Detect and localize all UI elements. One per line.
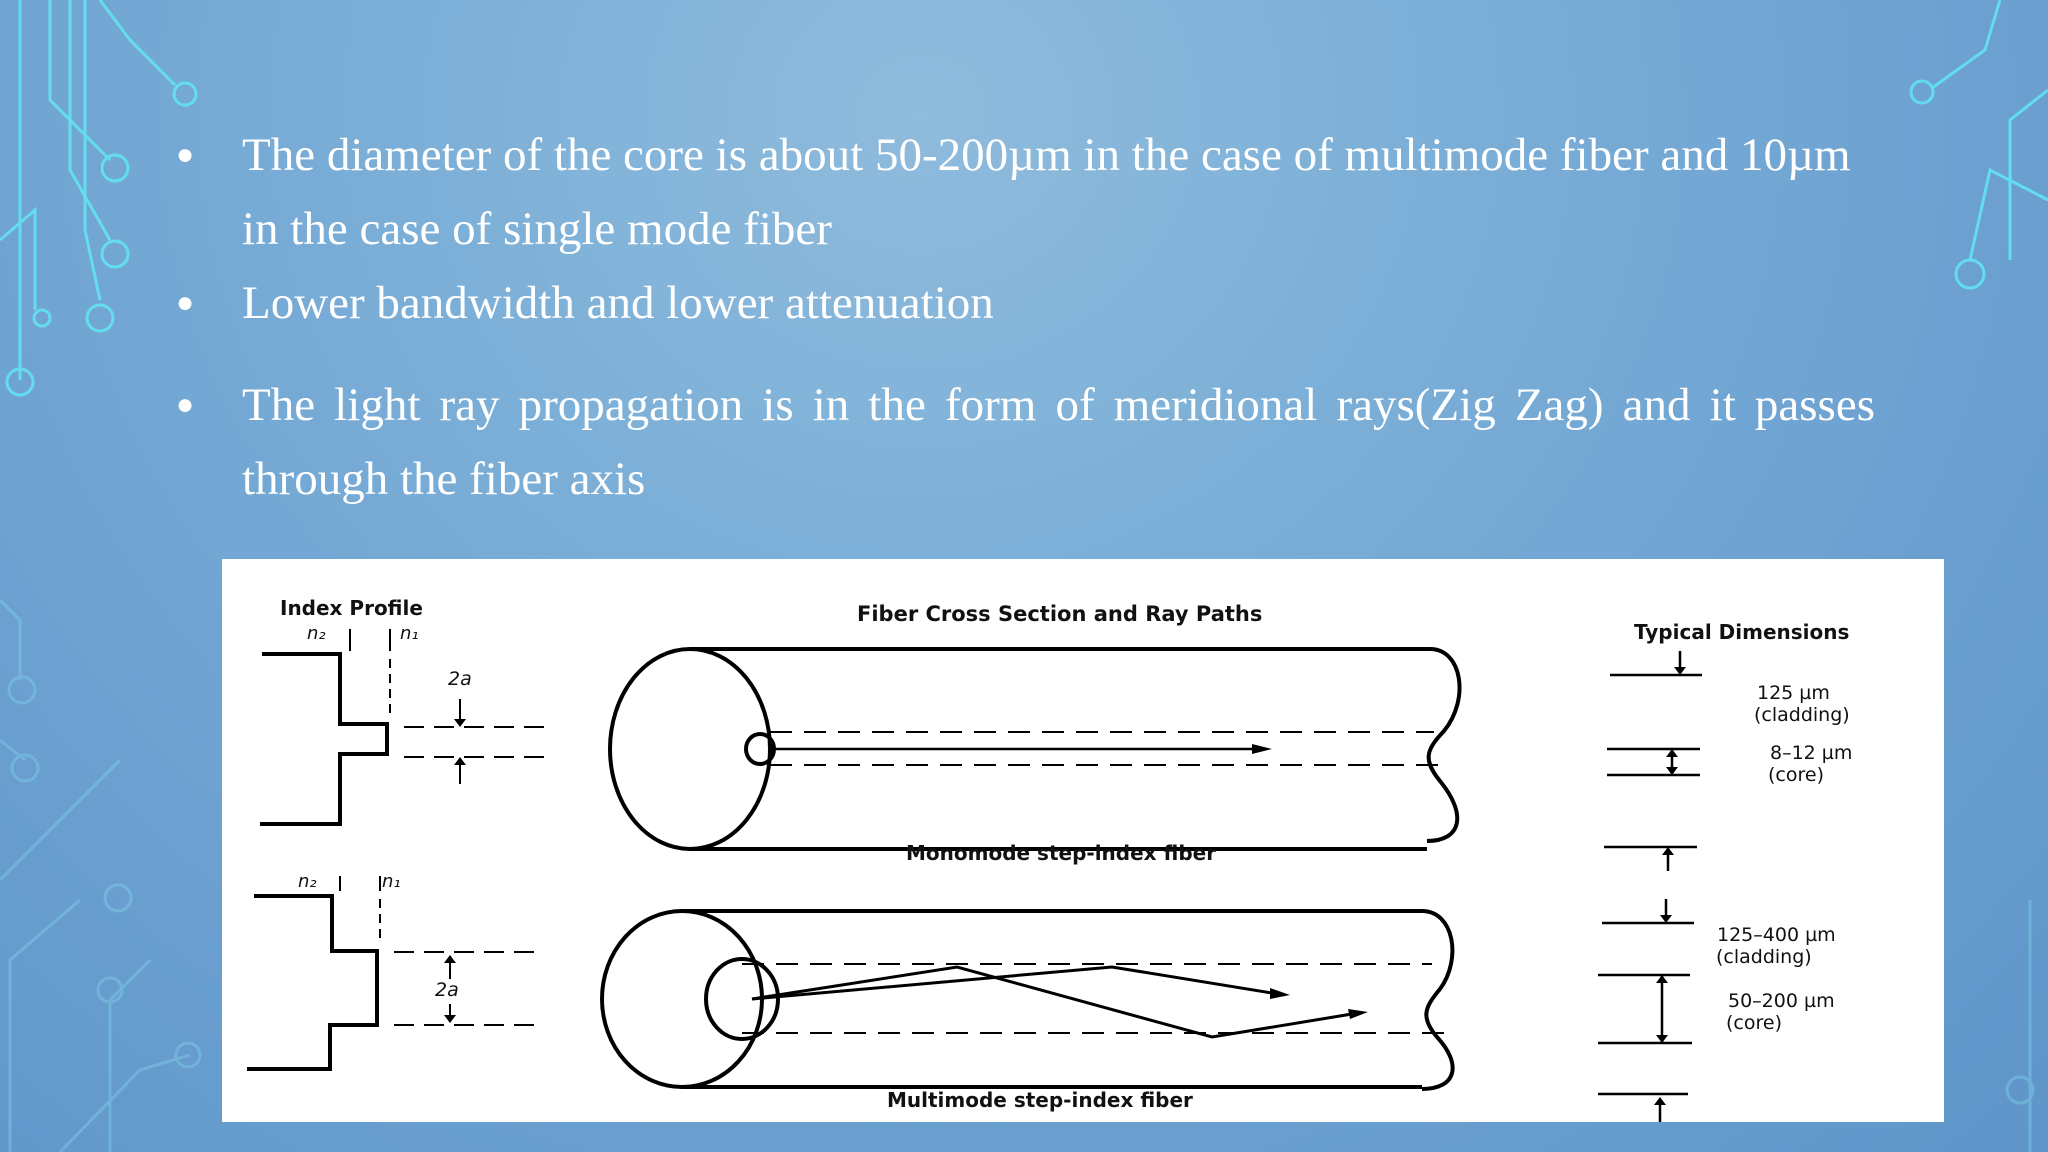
bullet-item — [170, 368, 1875, 516]
bullet-dot: ● — [176, 388, 195, 421]
multi-core-value: 50–200 µm — [1728, 990, 1835, 1012]
mono-index-profile — [260, 654, 387, 824]
n1-label: n₁ — [400, 623, 419, 644]
cross-section-title: Fiber Cross Section and Ray Paths — [857, 602, 1263, 626]
multi-core-label: (core) — [1726, 1012, 1782, 1034]
multi-caption: Multimode step-index fiber — [887, 1088, 1193, 1112]
bullet-text: Lower bandwidth and lower attenuation — [242, 277, 994, 329]
fiber-diagram-drawing — [222, 559, 1944, 1122]
dimensions-title: Typical Dimensions — [1634, 620, 1850, 644]
mono-2a-label: 2a — [448, 668, 472, 690]
n2-label-multi: n₂ — [298, 871, 317, 892]
mono-cladding-value: 125 µm — [1757, 682, 1830, 704]
bullet-text: The light ray propagation is in the form of meridional rays(Zig Zag) and it passes through the fiber axis — [242, 379, 1875, 505]
bullet-item — [170, 266, 1875, 340]
bullet-dot: ● — [176, 138, 195, 171]
index-profile-title: Index Profile — [280, 596, 423, 620]
multi-dimension-marks — [1598, 899, 1694, 1122]
fiber-diagram — [222, 559, 1944, 1122]
bullet-dot: ● — [176, 286, 195, 319]
n1-label-multi: n₁ — [382, 871, 401, 892]
mono-caption: Monomode step-index fiber — [906, 841, 1217, 865]
mono-core-label: (core) — [1768, 764, 1824, 786]
bullet-list — [170, 118, 1875, 516]
multi-2a-label: 2a — [435, 979, 459, 1001]
multi-cladding-label: (cladding) — [1716, 946, 1812, 968]
n2-label: n₂ — [307, 623, 326, 644]
mono-dimension-marks — [1604, 651, 1702, 871]
mono-core-value: 8–12 µm — [1770, 742, 1853, 764]
bullet-item — [170, 118, 1875, 266]
multi-index-profile — [247, 896, 377, 1069]
mono-fiber — [610, 649, 1460, 849]
multi-fiber — [602, 911, 1453, 1089]
multi-cladding-value: 125–400 µm — [1717, 924, 1836, 946]
bullet-text: The diameter of the core is about 50-200µm in the case of multimode fiber and 10µm in the case of single mode fiber — [242, 129, 1851, 255]
mono-cladding-label: (cladding) — [1754, 704, 1850, 726]
